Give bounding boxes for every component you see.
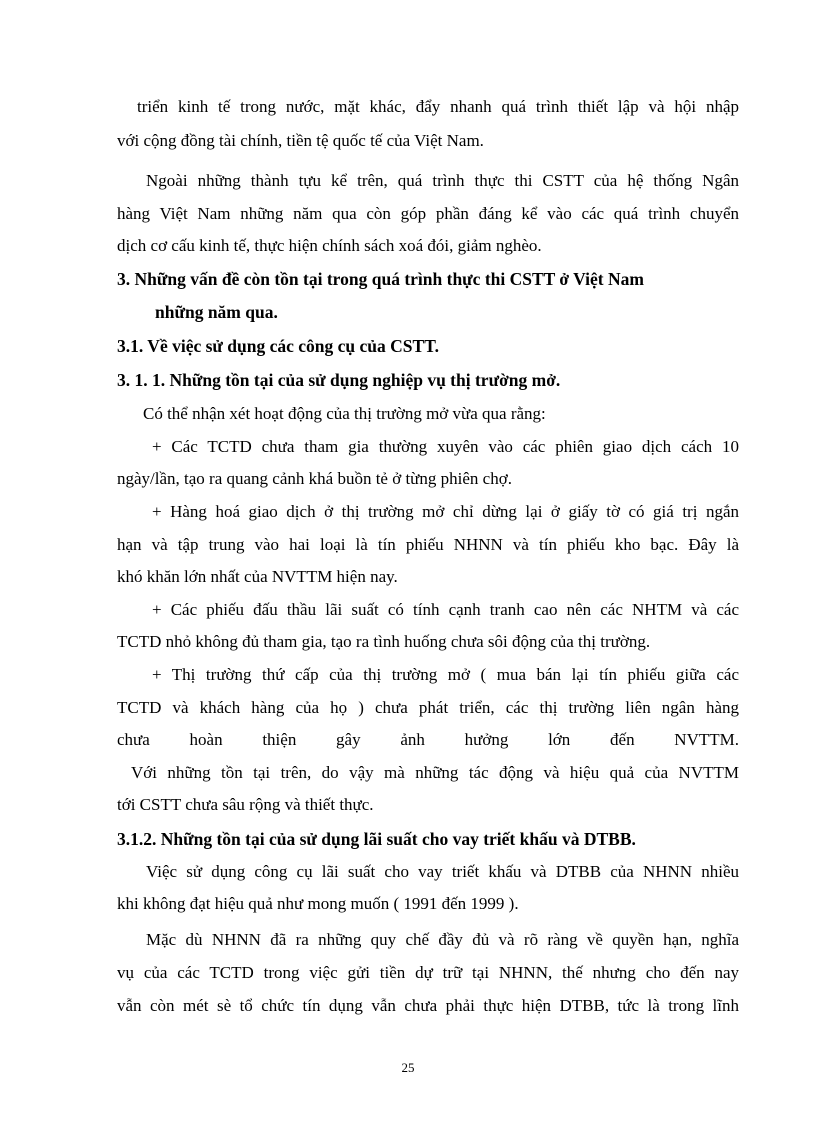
body-line: khi không đạt hiệu quả như mong muốn ( 1991 đến 1999 ). (117, 894, 519, 913)
body-line: vụ của các TCTD trong việc gửi tiền dự trữ tại NHNN, thế nhưng cho đến nay (117, 963, 739, 982)
body-line: dịch cơ cấu kinh tế, thực hiện chính sách xoá đói, giảm nghèo. (117, 236, 542, 255)
page-number: 25 (401, 1060, 415, 1075)
body-line: + Hàng hoá giao dịch ở thị trường mở chỉ dừng lại ở giấy tờ có giá trị ngắn (152, 502, 739, 521)
body-line: + Các phiếu đấu thầu lãi suất có tính cạnh tranh cao nên các NHTM và các (152, 600, 739, 619)
body-line: triển kinh tế trong nước, mặt khác, đẩy nhanh quá trình thiết lập và hội nhập (137, 97, 739, 116)
body-line: với cộng đồng tài chính, tiền tệ quốc tế của Việt Nam. (117, 131, 484, 150)
body-line: hàng Việt Nam những năm qua còn góp phần đáng kể vào các quá trình chuyển (117, 204, 739, 223)
body-line: + Các TCTD chưa tham gia thường xuyên vào các phiên giao dịch cách 10 (152, 437, 739, 456)
body-line: hạn và tập trung vào hai loại là tín phiếu NHNN và tín phiếu kho bạc. Đây là (117, 535, 739, 554)
section-heading: 3. Những vấn đề còn tồn tại trong quá trình thực thi CSTT ở Việt Nam (117, 269, 644, 289)
body-line: Với những tồn tại trên, do vậy mà những tác động và hiệu quả của NVTTM (131, 763, 739, 782)
body-line: TCTD và khách hàng của họ ) chưa phát triển, các thị trường liên ngân hàng (117, 698, 739, 717)
body-line: Ngoài những thành tựu kể trên, quá trình thực thi CSTT của hệ thống Ngân (146, 171, 739, 190)
body-line: Có thể nhận xét hoạt động của thị trường mở vừa qua rằng: (143, 404, 546, 423)
body-line: TCTD nhỏ không đủ tham gia, tạo ra tình huống chưa sôi động của thị trường. (117, 632, 651, 651)
subsection-heading: 3.1.2. Những tồn tại của sử dụng lãi suất cho vay triết khấu và DTBB. (117, 829, 636, 849)
body-line: khó khăn lớn nhất của NVTTM hiện nay. (117, 567, 398, 586)
body-line: chưa hoàn thiện gây ảnh hưởng lớn đến NVTTM. (117, 730, 739, 749)
body-line: + Thị trường thứ cấp của thị trường mở ( mua bán lại tín phiếu giữa các (152, 665, 739, 684)
subsection-heading: 3. 1. 1. Những tồn tại của sử dụng nghiệp vụ thị trường mở. (117, 370, 561, 390)
body-line: vẫn còn mét sè tổ chức tín dụng vẫn chưa phải thực hiện DTBB, tức là trong lĩnh (117, 996, 739, 1015)
body-line: tới CSTT chưa sâu rộng và thiết thực. (117, 795, 374, 814)
body-line: ngày/lần, tạo ra quang cảnh khá buồn tẻ ở từng phiên chợ. (117, 469, 512, 488)
body-line: Việc sử dụng công cụ lãi suất cho vay triết khấu và DTBB của NHNN nhiều (146, 862, 739, 881)
section-heading: những năm qua. (155, 302, 278, 322)
body-line: Mặc dù NHNN đã ra những quy chế đầy đủ và rõ ràng về quyền hạn, nghĩa (146, 930, 739, 949)
subsection-heading: 3.1. Về việc sử dụng các công cụ của CSTT. (117, 336, 439, 356)
